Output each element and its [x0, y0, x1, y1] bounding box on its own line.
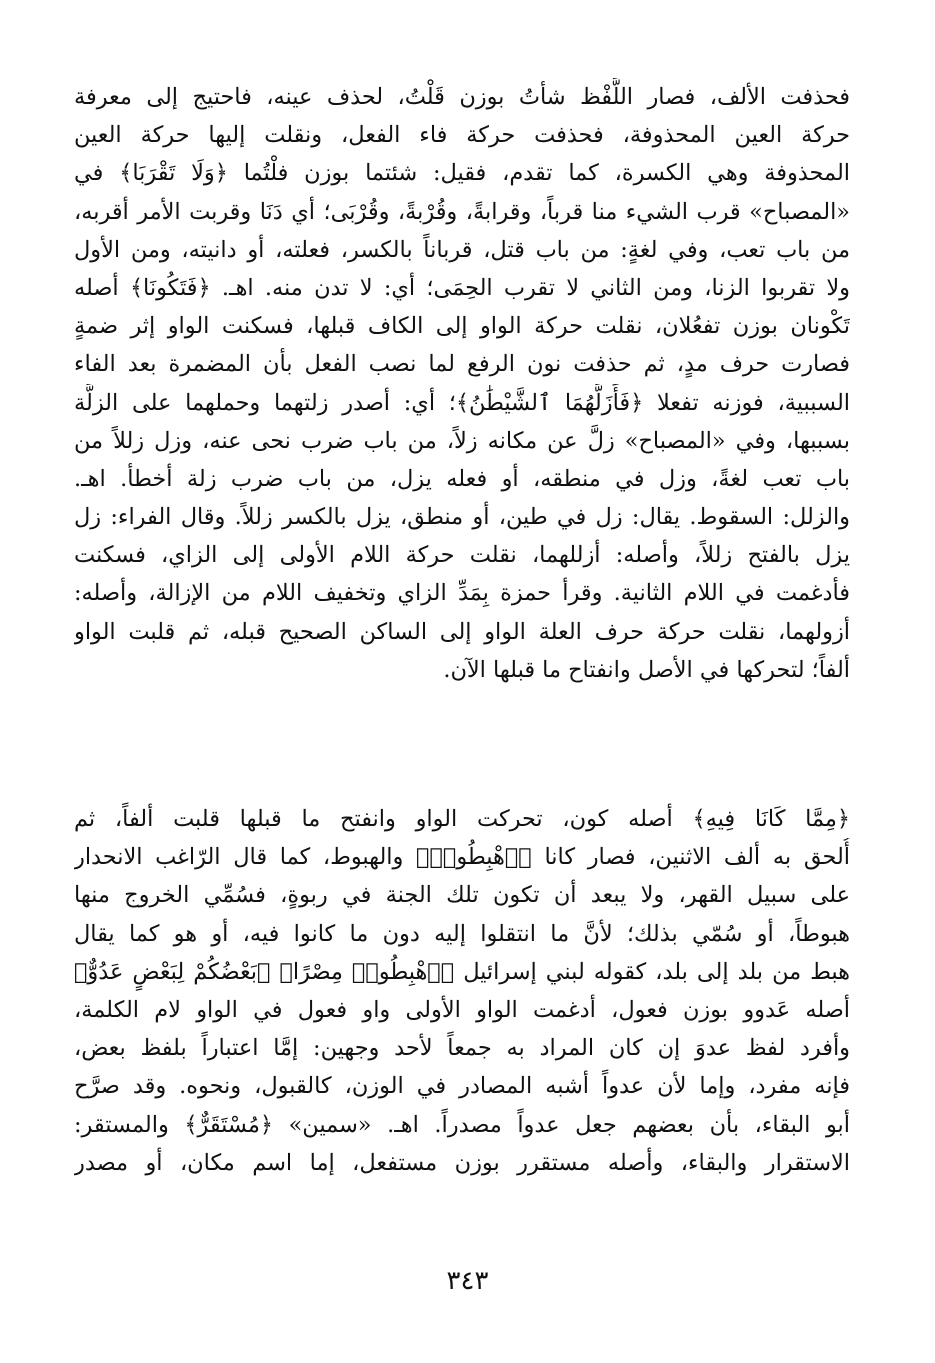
text-line: وأفرد لفظ عدوَ إن كان المراد به جمعاً لأحد وجهين: إمَّا اعتباراً بلفظ بعض،	[74, 1035, 850, 1062]
text-line: أُلحق به ألف الاثنين، فصار كانا ﴿ٱهْبِطُوا۟﴾ والهبوط، كما قال الرّاغب الانحدار	[74, 844, 850, 871]
text-line: أزولهما، نقلت حركة حرف العلة الواو إلى الساكن الصحيح قبله، ثم قلبت الواو	[74, 618, 850, 645]
text-line: هبوطاً، أو سُمّي بذلك؛ لأنَّ ما انتقلوا إليه دون ما كانوا فيه، أو هو كما يقال	[74, 920, 850, 947]
text-line: حركة العين المحذوفة، فحذفت حركة فاء الفعل، ونقلت إليها حركة العين	[74, 122, 850, 149]
text-line: ﴿مِمَّا كَانَا فِيهِ﴾ أصله كون، تحركت الواو وانفتح ما قبلها قلبت ألفاً، ثم	[74, 806, 850, 832]
text-line: بسببها، وفي «المصباح» زلَّ عن مكانه زلاً، من باب ضرب نحى عنه، وزل زللاً من	[74, 427, 850, 454]
text-line: هبط من بلد إلى بلد، كقوله لبني إسرائيل ﴿ٱهْبِطُوا۟ مِصْرًا﴾ ﴿بَعْضُكُمْ لِبَعْضٍ عَدُوٌّ﴾	[74, 958, 850, 985]
text-line: فإنه مفرد، وإما لأن عدواً أشبه المصادر في الوزن، كالقبول، ونحوه. وقد صرَّح	[74, 1073, 850, 1100]
paragraph-2	[74, 800, 850, 1182]
text-line: السببية، فوزنه تفعلا ﴿فَأَزَلَّهُمَا ٱلشَّيْطَٰنُ﴾؛ أي: أصدر زلتهما وحملهما على الزلَّة	[74, 389, 850, 416]
text-line: يزل بالفتح زللاً، وأصله: أزللهما، نقلت حركة اللام الأولى إلى الزاي، فسكنت	[74, 542, 850, 569]
text-line: «المصباح» قرب الشيء منا قرباً، وقرابةً، وقُرْبةً، وقُرْبَى؛ أي دَنَا وقربت الأمر أقربه،	[74, 198, 850, 225]
text-line: أبو البقاء، بأن بعضهم جعل عدواً مصدراً. اهـ. «سمين» ﴿مُسْتَقَرٌّ﴾ والمستقر:	[74, 1111, 850, 1138]
text-line: أصله عَدوو بوزن فعول، أدغمت الواو الأولى واو فعول في الواو لام الكلمة،	[74, 996, 850, 1023]
text-line: الاستقرار والبقاء، وأصله مستقرر بوزن مستفعل، إما اسم مكان، أو مصدر	[74, 1149, 850, 1176]
text-line: فحذفت الألف، فصار اللَّفْظ شأتُ بوزن قَلْتُ، لحذف عينه، فاحتيج إلى معرفة	[74, 84, 850, 110]
text-line: المحذوفة وهي الكسرة، كما تقدم، فقيل: شئتما بوزن فلْتُما ﴿وَلَا تَقْرَبَا﴾ في	[74, 160, 850, 187]
paragraph-1	[74, 78, 850, 689]
text-line: ألفاً؛ لتحركها في الأصل وانفتاح ما قبلها الآن.	[443, 656, 850, 683]
text-line: والزلل: السقوط. يقال: زل في طين، أو منطق، يزل بالكسر زللاً. وقال الفراء: زل	[74, 504, 850, 531]
text-line: ولا تقربوا الزنا، ومن الثاني لا تقرب الحِمَى؛ أي: لا تدن منه. اهـ. ﴿فَتَكُونَا﴾ أصله	[74, 274, 850, 301]
page-number: ٣٤٣	[446, 1266, 489, 1296]
text-line: على سبيل القهر، ولا يبعد أن تكون تلك الجنة في ربوةٍ، فسُمِّي الخروج منها	[74, 882, 850, 909]
text-line: فأدغمت في اللام الثانية. وقرأ حمزة بِمَدِّ الزاي وتخفيف اللام من الإزالة، وأصله:	[74, 580, 850, 607]
text-line: تَكْونان بوزن تفعُلان، نقلت حركة الواو إلى الكاف قبلها، فسكنت الواو إثر ضمةٍ	[74, 313, 850, 340]
text-line: فصارت حرف مدٍ، ثم حذفت نون الرفع لما نصب الفعل بأن المضمرة بعد الفاء	[74, 351, 850, 378]
text-line: باب تعب لغةً، وزل في منطقه، أو فعله يزل، من باب ضرب زلة أخطأ. اهـ.	[74, 465, 850, 492]
text-line: من باب تعب، وفي لغةٍ: من باب قتل، قرباناً بالكسر، فعلته، أو دانيته، ومن الأول	[74, 236, 850, 263]
